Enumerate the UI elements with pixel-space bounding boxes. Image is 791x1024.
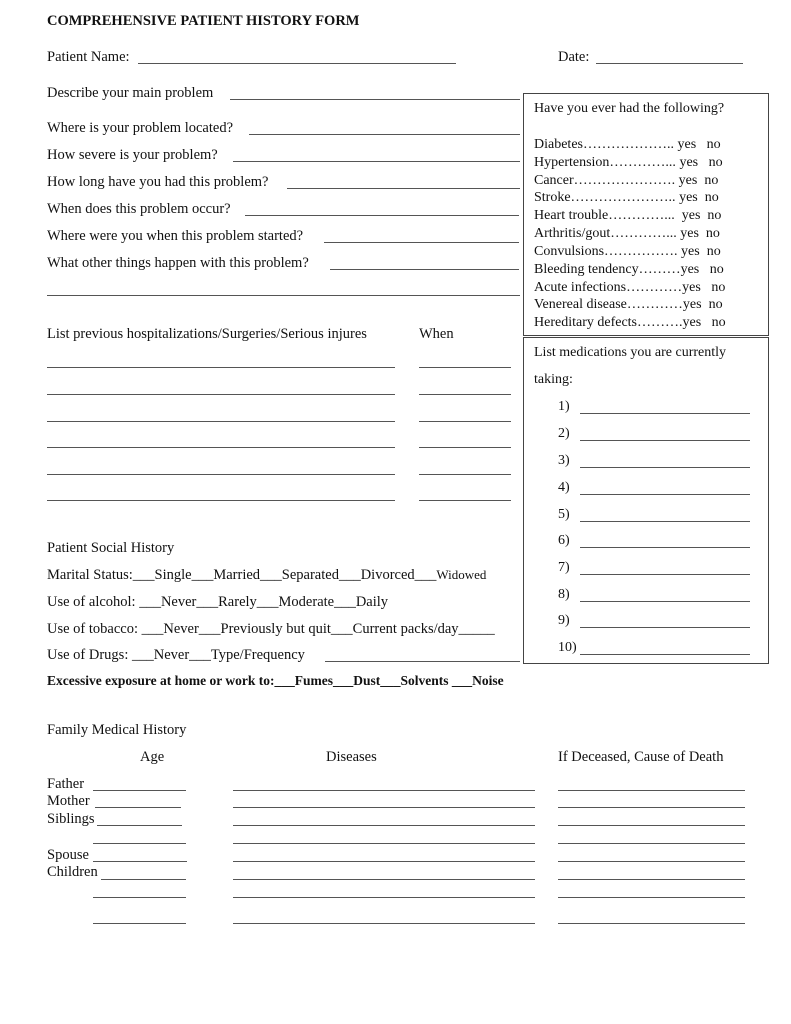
diseases-field[interactable] [233,923,535,924]
yes-option[interactable]: yes [679,155,699,170]
hospitalization-field[interactable] [47,447,395,448]
family-member-label: Mother [47,793,90,809]
yes-option[interactable]: yes [681,208,701,223]
no-option[interactable]: no [711,315,726,330]
no-option[interactable]: no [706,244,721,259]
medication-field-1[interactable] [580,413,750,414]
medication-field-2[interactable] [580,440,750,441]
hospitalization-field[interactable] [47,500,395,501]
hospitalization-when-field[interactable] [419,500,511,501]
condition-heart-trouble: Heart trouble…………... yes no [534,208,722,223]
yes-option[interactable]: yes [679,190,698,205]
when-label: When [419,326,454,342]
medication-number: 10) [558,640,577,655]
condition-hypertension: Hypertension…………... yes no [534,155,723,170]
diseases-field[interactable] [233,825,535,826]
age-field[interactable] [97,825,182,826]
question-started: Where were you when this problem started? [47,228,304,244]
other-things-field[interactable] [330,269,519,270]
diseases-field[interactable] [233,807,535,808]
medication-number: 4) [558,480,570,495]
condition-bleeding: Bleeding tendency………yes no [534,262,724,277]
medication-field-3[interactable] [580,467,750,468]
started-field[interactable] [324,242,519,243]
age-field[interactable] [93,923,186,924]
column-cause-of-death: If Deceased, Cause of Death [558,749,724,765]
question-duration: How long have you had this problem? [47,174,269,190]
diseases-field[interactable] [233,861,535,862]
medication-field-9[interactable] [580,627,750,628]
no-option[interactable]: no [704,190,719,205]
question-occurrence: When does this problem occur? [47,201,231,217]
social-history-heading: Patient Social History [47,540,175,556]
yes-option[interactable]: yes [682,280,701,295]
marital-status[interactable]: Marital Status:___Single___Married___Separated___Divorced___Widowed [47,567,487,583]
medication-number: 3) [558,453,570,468]
hospitalization-when-field[interactable] [419,474,511,475]
date-label: Date: [558,49,590,65]
question-other-things: What other things happen with this problem? [47,255,309,271]
family-history-heading: Family Medical History [47,722,187,738]
cause-of-death-field[interactable] [558,923,745,924]
hospitalization-when-field[interactable] [419,447,511,448]
age-field[interactable] [93,861,187,862]
cause-of-death-field[interactable] [558,807,745,808]
main-problem-field[interactable] [230,99,520,100]
hospitalization-when-field[interactable] [419,394,511,395]
drug-use[interactable]: Use of Drugs: ___Never___Type/Frequency [47,647,305,663]
drug-frequency-field[interactable] [325,661,520,662]
question-severity: How severe is your problem? [47,147,218,163]
diseases-field[interactable] [233,897,535,898]
condition-convulsions: Convulsions……………. yes no [534,244,721,259]
cause-of-death-field[interactable] [558,825,745,826]
condition-acute-infections: Acute infections…………yes no [534,280,726,295]
condition-hereditary: Hereditary defects……….yes no [534,315,726,330]
no-option[interactable]: no [706,137,721,152]
cause-of-death-field[interactable] [558,897,745,898]
other-things-field-continued[interactable] [47,295,520,296]
duration-field[interactable] [287,188,520,189]
cause-of-death-field[interactable] [558,861,745,862]
medication-number: 9) [558,613,570,628]
yes-option[interactable]: yes [682,315,702,330]
family-member-label: Children [47,864,98,880]
hospitalization-field[interactable] [47,474,395,475]
yes-option[interactable]: yes [677,137,697,152]
medication-field-6[interactable] [580,547,750,548]
cause-of-death-field[interactable] [558,879,745,880]
condition-stroke: Stroke………………….. yes no [534,190,719,205]
yes-option[interactable]: yes [681,244,700,259]
family-member-label: Spouse [47,847,89,863]
no-option[interactable]: no [708,297,723,312]
no-option[interactable]: no [708,155,723,170]
age-field[interactable] [93,790,186,791]
exposure-options[interactable]: Excessive exposure at home or work to:___Fumes___Dust___Solvents ___Noise [47,673,504,688]
medication-number: 7) [558,560,570,575]
yes-option[interactable]: yes [682,297,702,312]
hospitalization-when-field[interactable] [419,367,511,368]
medication-field-8[interactable] [580,601,750,602]
medication-field-5[interactable] [580,521,750,522]
question-location: Where is your problem located? [47,120,234,136]
form-title: COMPREHENSIVE PATIENT HISTORY FORM [47,13,360,29]
patient-name-field[interactable] [138,63,456,64]
hospitalizations-label: List previous hospitalizations/Surgeries/Serious injures [47,326,367,342]
tobacco-use[interactable]: Use of tobacco: ___Never___Previously but quit___Current packs/day_____ [47,621,495,637]
conditions-box [523,93,769,336]
hospitalization-field[interactable] [47,394,395,395]
age-field[interactable] [93,897,186,898]
conditions-heading: Have you ever had the following? [534,101,725,116]
question-main-problem: Describe your main problem [47,85,214,101]
medications-box [523,337,769,664]
medication-field-10[interactable] [580,654,750,655]
no-option[interactable]: no [711,280,726,295]
no-option[interactable]: no [704,173,719,188]
medications-heading-line1: List medications you are currently [534,345,727,360]
medications-heading-line2: taking: [534,372,573,387]
no-option[interactable]: no [707,208,722,223]
yes-option[interactable]: yes [680,226,699,241]
diseases-field[interactable] [233,790,535,791]
family-member-label: Siblings [47,811,95,827]
age-field[interactable] [95,807,181,808]
medication-number: 8) [558,587,570,602]
cause-of-death-field[interactable] [558,843,745,844]
medication-number: 6) [558,533,570,548]
hospitalization-when-field[interactable] [419,421,511,422]
condition-venereal: Venereal disease…………yes no [534,297,723,312]
yes-option[interactable]: yes [680,262,700,277]
medication-field-7[interactable] [580,574,750,575]
diseases-field[interactable] [233,879,535,880]
severity-field[interactable] [233,161,520,162]
date-field[interactable] [596,63,743,64]
hospitalization-field[interactable] [47,421,395,422]
diseases-field[interactable] [233,843,535,844]
location-field[interactable] [249,134,520,135]
medication-number: 5) [558,507,570,522]
patient-name-label: Patient Name: [47,49,130,65]
cause-of-death-field[interactable] [558,790,745,791]
age-field[interactable] [101,879,186,880]
medication-field-4[interactable] [580,494,750,495]
hospitalization-field[interactable] [47,367,395,368]
no-option[interactable]: no [709,262,724,277]
condition-diabetes: Diabetes……………….. yes no [534,137,721,152]
column-age: Age [140,749,165,765]
condition-cancer: Cancer…………………. yes no [534,173,719,188]
medication-number: 2) [558,426,570,441]
yes-option[interactable]: yes [678,173,698,188]
family-member-label: Father [47,776,85,792]
condition-arthritis: Arthritis/gout…………... yes no [534,226,720,241]
column-diseases: Diseases [326,749,377,765]
no-option[interactable]: no [705,226,720,241]
alcohol-use[interactable]: Use of alcohol: ___Never___Rarely___Moderate___Daily [47,594,389,610]
medication-number: 1) [558,399,570,414]
occurrence-field[interactable] [245,215,519,216]
age-field[interactable] [93,843,186,844]
